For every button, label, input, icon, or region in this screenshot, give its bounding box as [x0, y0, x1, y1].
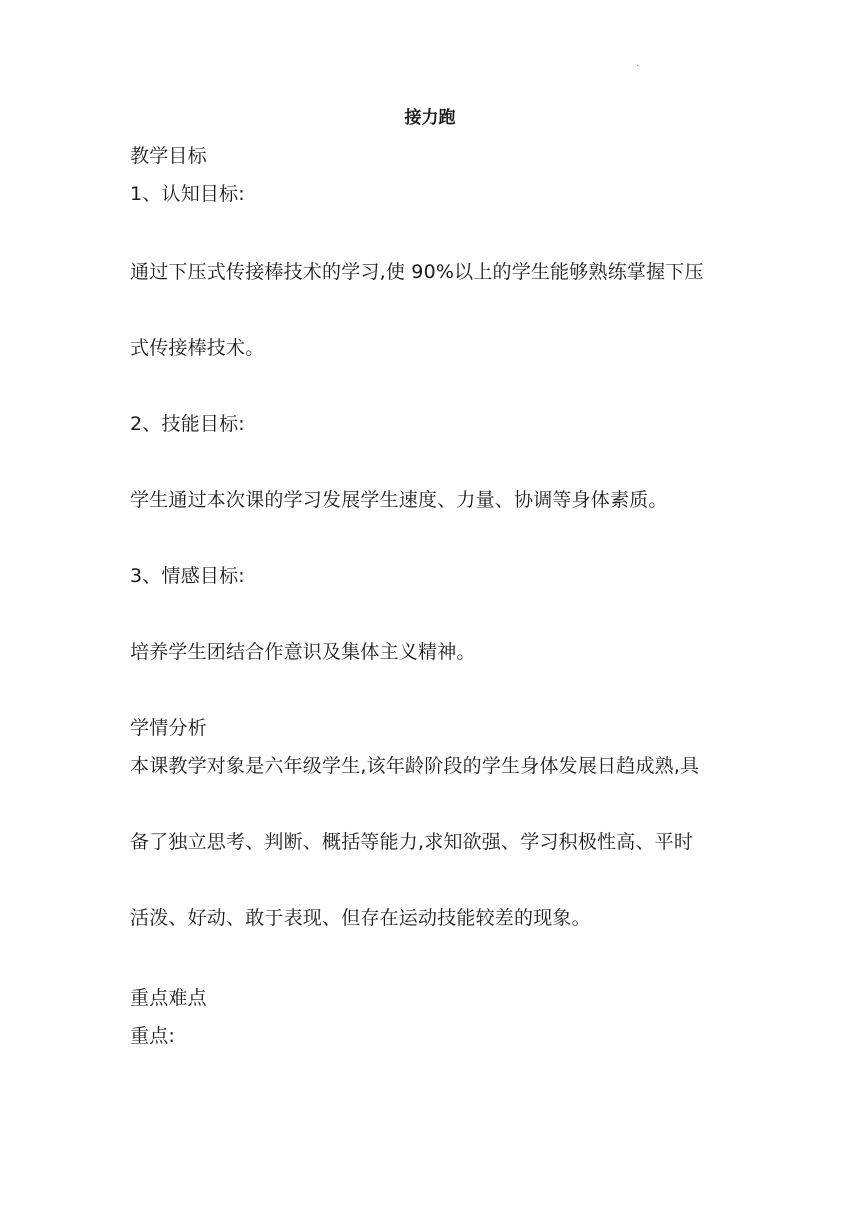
paragraph-line: 备了独立思考、判断、概括等能力,求知欲强、学习积极性高、平时: [130, 831, 694, 853]
paragraph-line: 学生通过本次课的学习发展学生速度、力量、协调等身体素质。: [130, 489, 668, 511]
paragraph-line: 培养学生团结合作意识及集体主义精神。: [130, 641, 476, 663]
subheading-emotional-goal: 3、情感目标:: [130, 565, 245, 587]
paragraph-line: 通过下压式传接棒技术的学习,使 90%以上的学生能够熟练掌握下压: [130, 261, 704, 283]
header-dot: .: [636, 58, 640, 69]
section-heading-learner-analysis: 学情分析: [130, 717, 207, 739]
paragraph-line: 本课教学对象是六年级学生,该年龄阶段的学生身体发展日趋成熟,具: [130, 755, 700, 777]
paragraph-line: 活泼、好动、敢于表现、但存在运动技能较差的现象。: [130, 907, 591, 929]
section-heading-key-points: 重点难点: [130, 987, 207, 1009]
subheading-skill-goal: 2、技能目标:: [130, 413, 245, 435]
section-heading-teaching-goals: 教学目标: [130, 145, 207, 167]
subheading-key-point: 重点:: [130, 1025, 176, 1047]
document-title: 接力跑: [404, 108, 456, 128]
paragraph-line: 式传接棒技术。: [130, 337, 265, 359]
subheading-cognitive-goal: 1、认知目标:: [130, 183, 245, 205]
